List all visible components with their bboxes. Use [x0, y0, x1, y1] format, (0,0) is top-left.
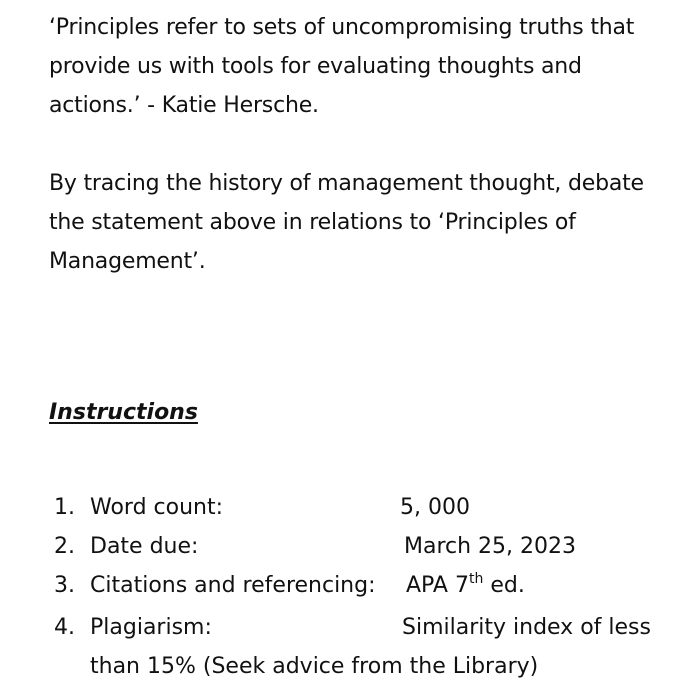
plagiarism-label: Plagiarism: [90, 615, 212, 640]
list-item [49, 527, 679, 566]
word-count-label: Word count: [90, 495, 224, 520]
date-due-value: March 25, 2023 [404, 534, 577, 559]
citations-label: Citations and referencing: [90, 573, 376, 598]
quote-paragraph: ‘Principles refer to sets of uncompromising truths that provide us with tools for evaluating thoughts and actions.’ - Katie Hersche. [49, 15, 635, 118]
task-paragraph: By tracing the history of management thought, debate the statement above in relations to ‘Principles of Management’. [49, 171, 644, 274]
date-due-label: Date due: [90, 534, 199, 559]
document-page [49, 8, 679, 679]
list-item [49, 566, 679, 608]
list-item-number: 3. [54, 573, 75, 598]
citations-value-superscript: th [468, 571, 484, 587]
list-item-number: 2. [54, 534, 75, 559]
citations-value-suffix: ed. [483, 573, 525, 598]
citations-value-main: APA 7 [406, 573, 469, 598]
plagiarism-value: Similarity index of less [402, 615, 651, 640]
citations-value [406, 573, 525, 598]
plagiarism-value-continuation: than 15% (Seek advice from the Library) [90, 654, 539, 679]
instructions-heading: Instructions [49, 400, 198, 425]
instructions-list [49, 488, 679, 686]
word-count-value: 5, 000 [400, 495, 470, 520]
list-item [49, 608, 679, 686]
list-item-number: 4. [54, 615, 75, 640]
list-item-number: 1. [54, 495, 75, 520]
list-item [49, 488, 679, 527]
